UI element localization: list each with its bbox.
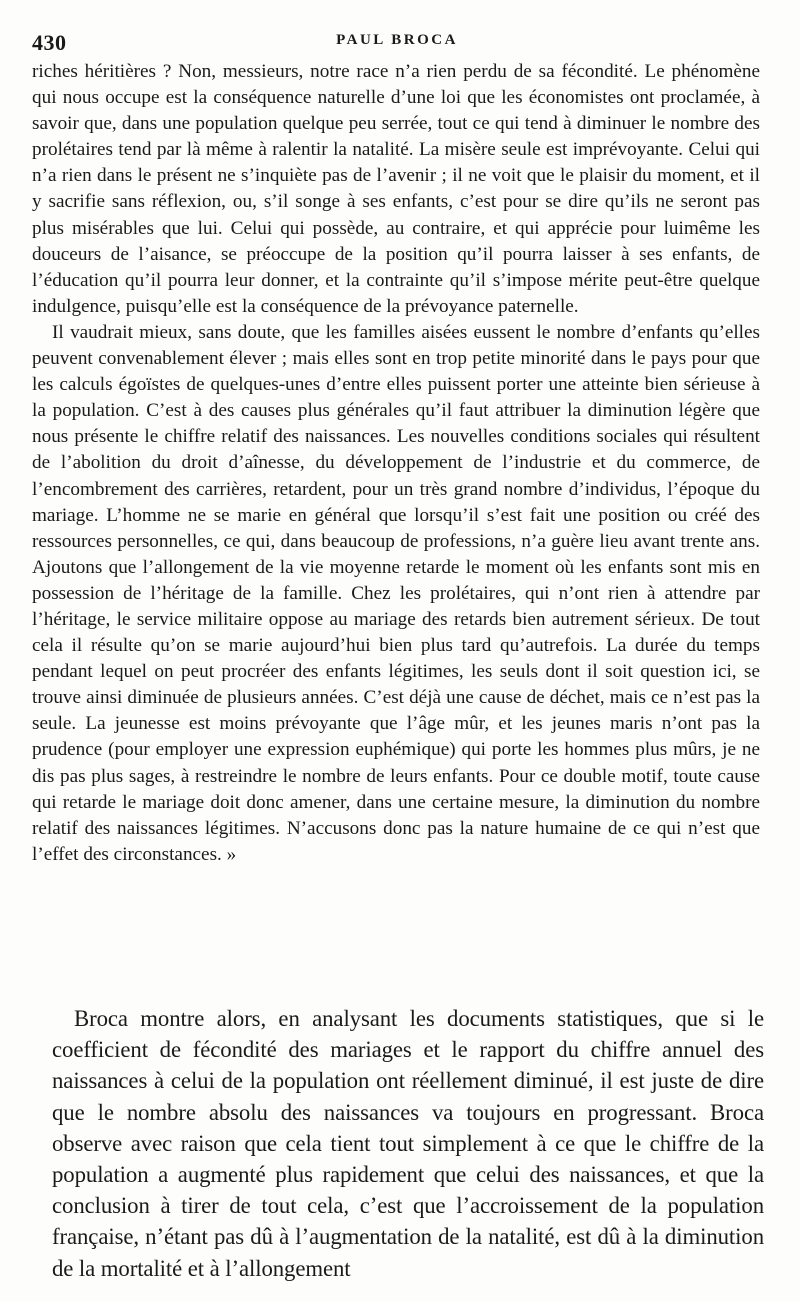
- quote-paragraph: riches héritières ? Non, messieurs, notre race n’a rien perdu de sa fécondité. Le phénomène qui nous occupe est la conséquence naturelle d’une loi que les économistes ont proclamée, à savoir que, dans une population quelque peu serrée, tout ce qui tend à diminuer le nombre des prolétaires tend par là même à ralentir la natalité. La misère seule est imprévoyante. Celui qui n’a rien dans le présent ne s’inquiète pas de l’avenir ; il ne voit que le plaisir du moment, et il y sacrifie sans réflexion, ou, s’il songe à ses enfants, c’est pour se dire qu’ils ne seront pas plus misérables que lui. Celui qui possède, au contraire, et qui apprécie pour luimême les douceurs de l’aisance, se préoccupe de la position qu’il pourra laisser à ses enfants, de l’éducation qu’il pourra leur donner, et la contrainte qu’il s’impose mérite peut-être quelque indulgence, puisqu’elle est la conséquence de la prévoyance paternelle.: [32, 61, 760, 317]
- commentary-paragraph: Broca montre alors, en analysant les documents statistiques, que si le coefficient de fécondité des mariages et le rapport du chiffre annuel des naissances à celui de la population ont réellement diminué, il est juste de dire que le nombre absolu des naissances va toujours en progressant. Broca observe avec raison que cela tient tout simplement à ce que le chiffre de la population a augmenté plus rapidement que celui des naissances, et que la conclusion à tirer de tout cela, c’est que l’accroissement de la population française, n’étant pas dû à l’augmentation de la natalité, est dû à la diminution de la mortalité et à l’allongement: [52, 1006, 764, 1281]
- page-header: [32, 22, 762, 56]
- quoted-speech: [32, 59, 760, 868]
- page-number: 430: [32, 30, 67, 55]
- running-title: PAUL BROCA: [336, 32, 458, 48]
- commentary: [52, 1003, 764, 1284]
- quote-paragraph: Il vaudrait mieux, sans doute, que les familles aisées eussent le nombre d’enfants qu’elles peuvent convenablement élever ; mais elles sont en trop petite minorité dans le pays pour que les calculs égoïstes de quelques-unes d’entre elles puissent porter une atteinte bien sérieuse à la population. C’est à des causes plus générales qu’il faut attribuer la diminution légère que nous présente le chiffre relatif des naissances. Les nouvelles conditions sociales qui résultent de l’abolition du droit d’aînesse, du développement de l’industrie et du commerce, de l’encombrement des carrières, retardent, pour un très grand nombre d’individus, l’époque du mariage. L’homme ne se marie en général que lorsqu’il s’est fait une position ou créé des ressources personnelles, ce qui, dans beaucoup de professions, n’a guère lieu avant trente ans. Ajoutons que l’allongement de la vie moyenne retarde le moment où les enfants sont mis en possession de l’héritage de la famille. Chez les prolétaires, qui n’ont rien à attendre par l’héritage, le service militaire oppose au mariage des retards bien autrement sérieux. De tout cela il résulte qu’on se marie aujourd’hui bien plus tard qu’autrefois. La durée du temps pendant lequel on peut procréer des enfants légitimes, les seuls dont il soit question ici, se trouve ainsi diminuée de plusieurs années. C’est déjà une cause de déchet, mais ce n’est pas la seule. La jeunesse est moins prévoyante que l’âge mûr, et les jeunes maris n’ont pas la prudence (pour employer une expression euphémique) qui porte les hommes plus mûrs, je ne dis pas plus sages, à restreindre le nombre de leurs enfants. Pour ce double motif, toute cause qui retarde le mariage doit donc amener, dans une certaine mesure, la diminution du nombre relatif des naissances légitimes. N’accusons donc pas la nature humaine de ce qui n’est que l’effet des circonstances. »: [32, 321, 760, 865]
